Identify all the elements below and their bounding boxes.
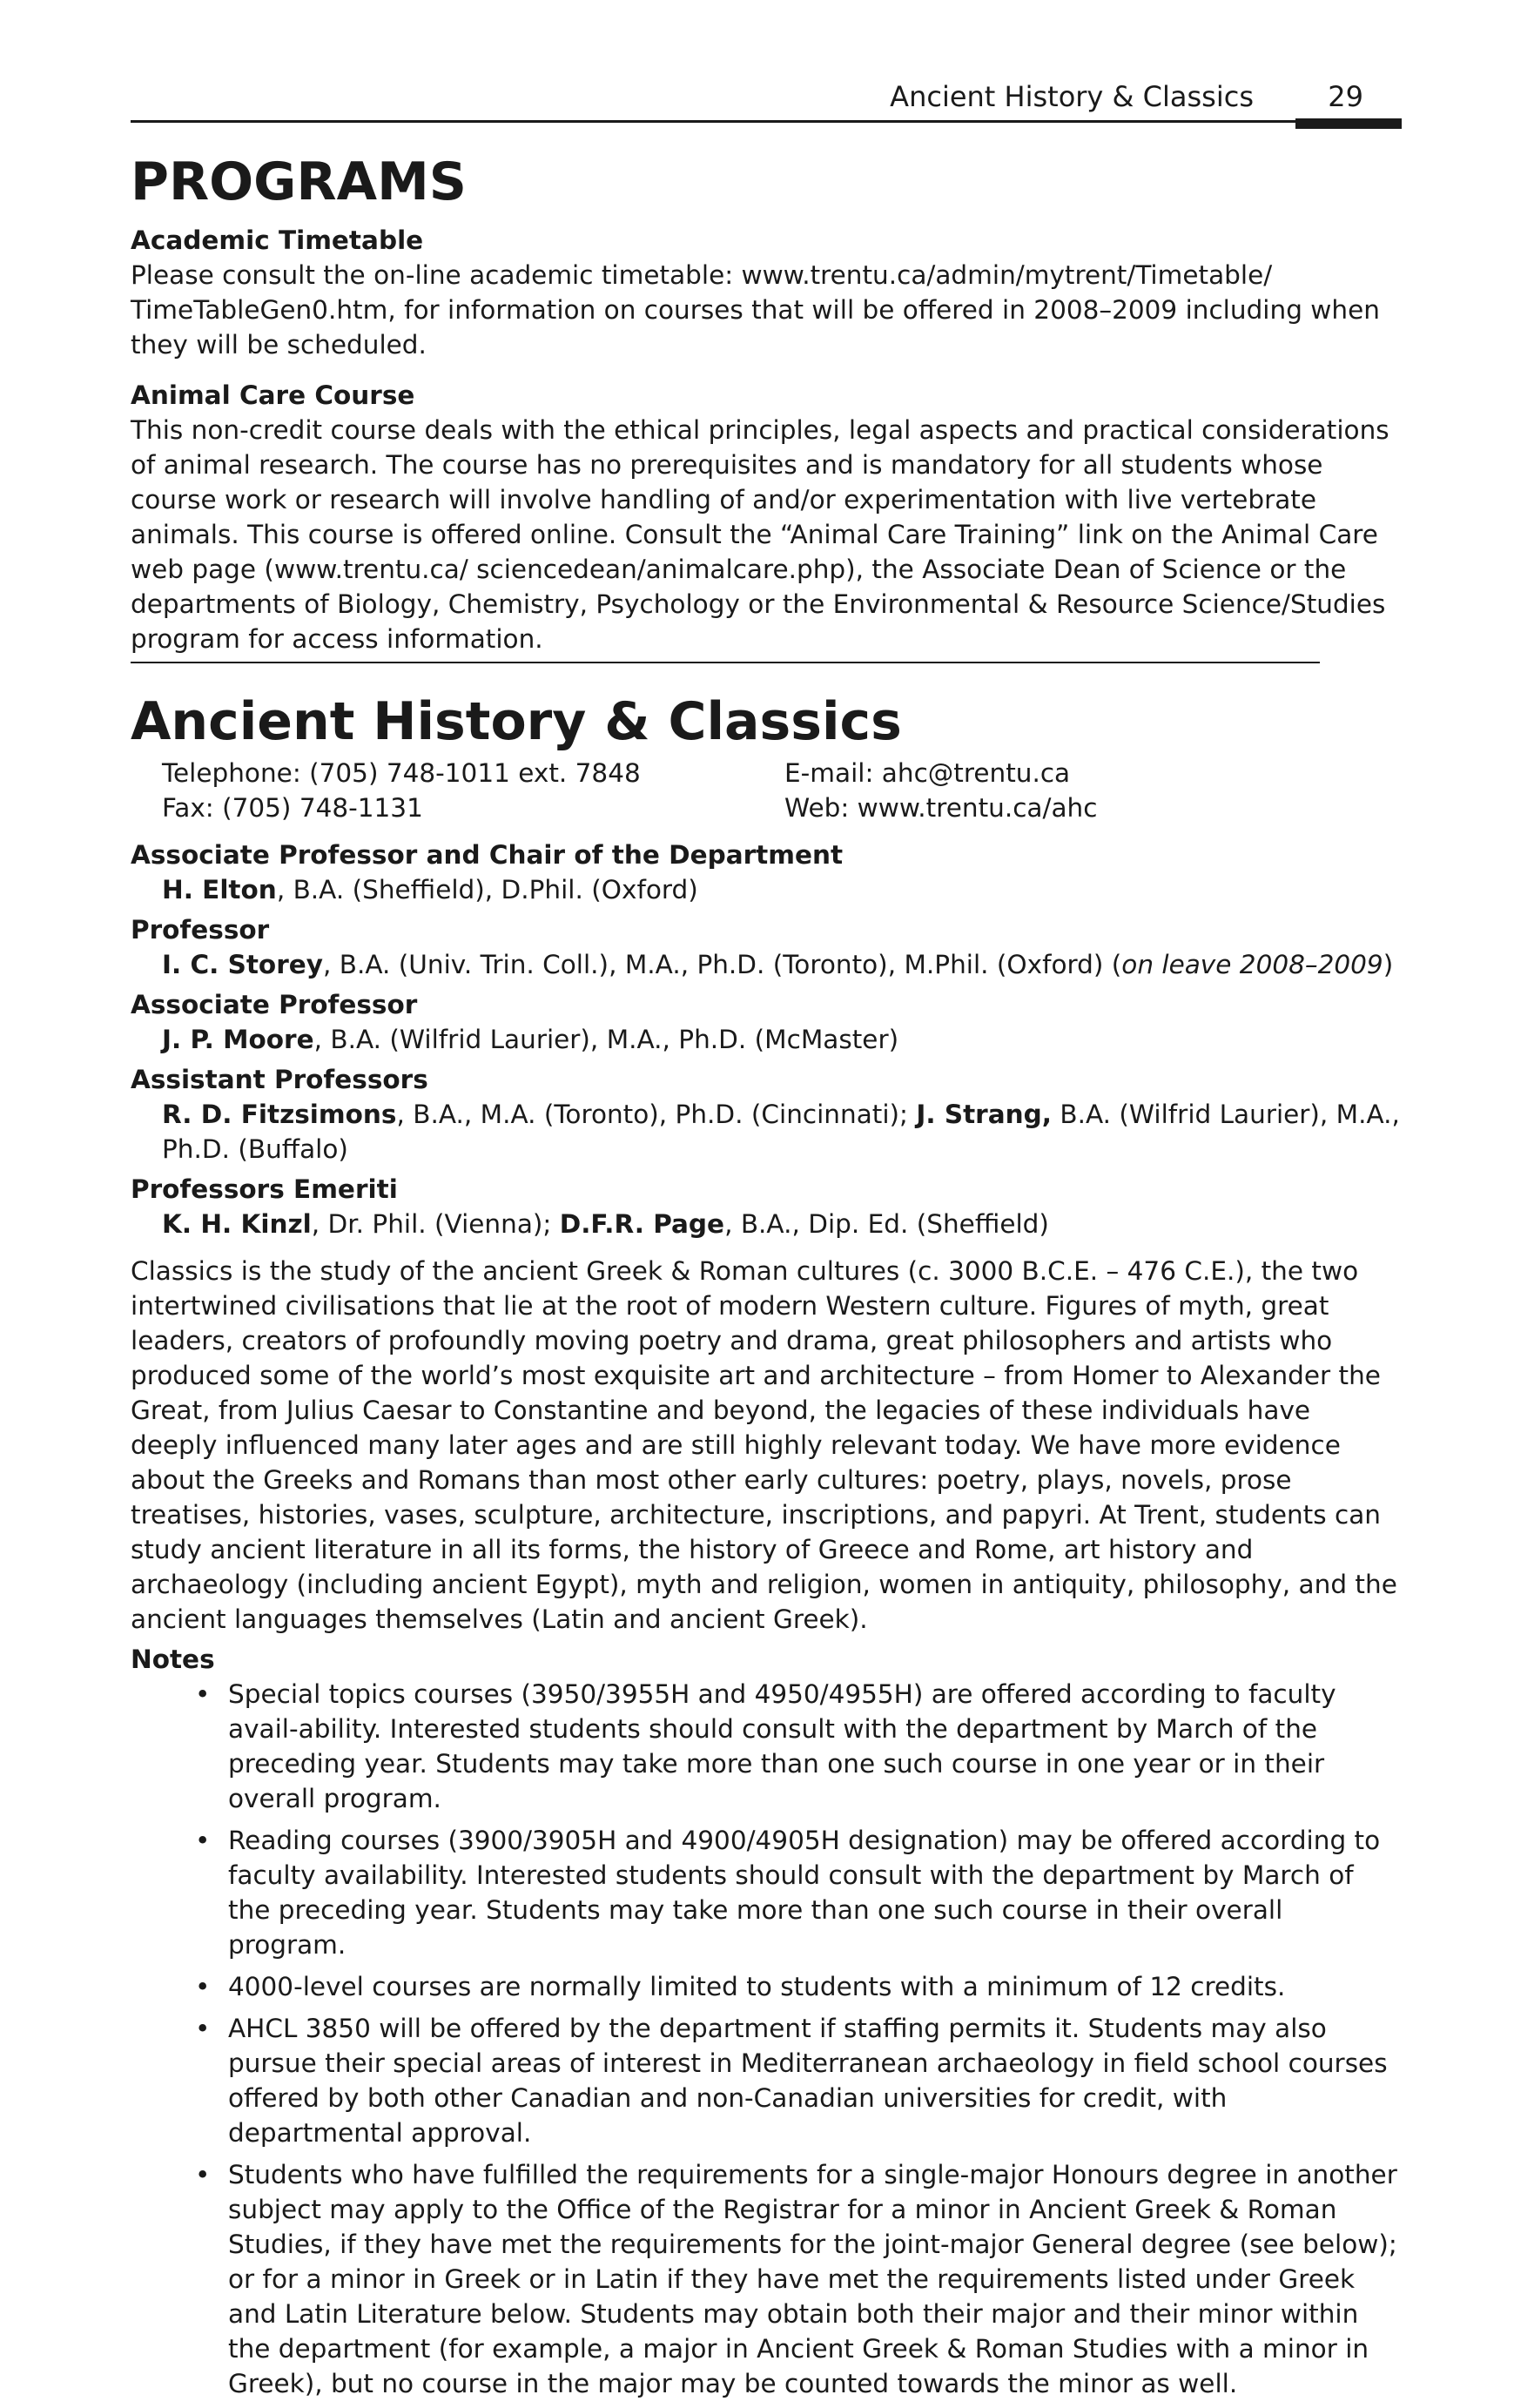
professor-name: I. C. Storey (162, 950, 323, 979)
notes-heading: Notes (131, 1645, 215, 1674)
academic-timetable-text: Please consult the on-line academic timetable: www.trentu.ca/admin/mytrent/Timetable/ TimeTableGen0.htm, for information on courses that will be offered in 2008–2009 including when they will be scheduled. (131, 260, 1380, 360)
emeritus-1-name: K. H. Kinzl (162, 1209, 312, 1239)
list-item: • Reading courses (3900/3905H and 4900/4905H designation) may be offered according to faculty availability. Interested students should consult with the department by March of the preceding year. Students may take more than one such course in their overall program. (131, 1823, 1402, 1962)
chair-role: Associate Professor and Chair of the Department (131, 840, 844, 870)
chair-entry (162, 872, 1402, 907)
professor-close: ) (1383, 950, 1394, 979)
emeriti-role: Professors Emeriti (131, 1174, 398, 1204)
emeritus-2-name: D.F.R. Page (559, 1209, 725, 1239)
professor-role: Professor (131, 915, 270, 945)
list-item: • Students who have fulfilled the requirements for a single-major Honours degree in another subject may apply to the Office of the Registrar for a minor in Ancient Greek & Roman Studies, if they have met the requirements for the joint-major General degree (see below); or for a minor in Greek or in Latin if they have met the requirements listed under Greek and Latin Literature below. Students may obtain both their major and their minor within the department (for example, a major in Ancient Greek & Roman Studies with a minor in Greek), but no course in the major may be counted towards the minor as well. (131, 2157, 1402, 2401)
assistant-professor-1-name: R. D. Fitzsimons (162, 1100, 397, 1129)
list-item: • AHCL 3850 will be offered by the department if staffing permits it. Students may also pursue their special areas of interest in Mediterranean archaeology in field school courses offered by both other Canadian and non-Canadian universities for credit, with departmental approval. (131, 2011, 1402, 2150)
associate-professor-entry (162, 1022, 1402, 1057)
assistant-professor-2-name: J. Strang, (916, 1100, 1052, 1129)
associate-professor-role: Associate Professor (131, 990, 418, 1019)
animal-care-text: This non-credit course deals with the ethical principles, legal aspects and practical considerations of animal research. The course has no prerequisites and is mandatory for all students whose course work or research will involve handling of and/or experimentation with live vertebrate animals. This course is offered online. Consult the “Animal Care Training” link on the Animal Care web page (www.trentu.ca/ sciencedean/animalcare.php), the Associate Dean of Science or the departments of Biology, Chemistry, Psychology or the Environmental & Resource Science/Studies program for access information. (131, 415, 1389, 654)
department-intro: Classics is the study of the ancient Greek & Roman cultures (c. 3000 B.C.E. – 476 C.E.), the two intertwined civilisations that lie at the root of modern Western culture. Figures of myth, great leaders, creators of profoundly moving poetry and drama, great philosophers and artists who produced some of the world’s most exquisite art and architecture – from Homer to Alexander the Great, from Julius Caesar to Constantine and beyond, the legacies of these individuals have deeply influenced many later ages and are still highly relevant today. We have more evidence about the Greeks and Romans than most other early cultures: poetry, plays, novels, prose treatises, histories, vases, sculpture, architecture, inscriptions, and papyri. At Trent, students can study ancient literature in all its forms, the history of Greece and Rome, art history and archaeology (including ancient Egypt), myth and religion, women in antiquity, philosophy, and the ancient languages themselves (Latin and ancient Greek). (131, 1256, 1397, 1634)
academic-timetable-heading: Academic Timetable (131, 225, 424, 255)
assistant-professors-role: Assistant Professors (131, 1065, 428, 1094)
assistant-professors-entry (162, 1097, 1402, 1167)
list-item: • Special topics courses (3950/3955H and 4950/4955H) are offered according to faculty avail-ability. Interested students should consult with the department by March of the preceding year. Students may take more than one such course in one year or in their overall program. (131, 1677, 1402, 1816)
header-rule-thick (1295, 118, 1402, 129)
running-header (131, 80, 1402, 132)
contact-block (162, 756, 1402, 825)
associate-professor-details: , B.A. (Wilfrid Laurier), M.A., Ph.D. (McMaster) (313, 1025, 899, 1054)
associate-professor-name: J. P. Moore (162, 1025, 314, 1054)
bullet-icon: • (195, 1679, 211, 1709)
professor-entry (162, 947, 1402, 982)
department-title: Ancient History & Classics (131, 691, 902, 752)
running-title: Ancient History & Classics (890, 80, 1254, 113)
assistant-professor-2-details: B.A. (Wilfrid Laurier), M.A., Ph.D. (Buffalo) (162, 1100, 1400, 1164)
assistant-professor-1-details: , B.A., M.A. (Toronto), Ph.D. (Cincinnati); (396, 1100, 917, 1129)
chair-details: , B.A. (Sheffield), D.Phil. (Oxford) (276, 875, 698, 905)
fax: Fax: (705) 748-1131 (162, 793, 423, 823)
chair-name: H. Elton (162, 875, 277, 905)
bullet-icon: • (195, 1972, 211, 2001)
emeriti-entry (162, 1207, 1402, 1241)
email: E-mail: ahc@trentu.ca (784, 758, 1071, 788)
bullet-icon: • (195, 2014, 211, 2043)
professor-leave: on leave 2008–2009 (1121, 950, 1383, 979)
telephone: Telephone: (705) 748-1011 ext. 7848 (162, 758, 641, 788)
page-content (131, 153, 1402, 2408)
list-item: • 4000-level courses are normally limited to students with a minimum of 12 credits. (131, 1969, 1402, 2004)
web: Web: www.trentu.ca/ahc (784, 793, 1098, 823)
section-divider (131, 662, 1320, 663)
bullet-icon: • (195, 2160, 211, 2189)
emeritus-2-details: , B.A., Dip. Ed. (Sheffield) (724, 1209, 1049, 1239)
professor-details: , B.A. (Univ. Trin. Coll.), M.A., Ph.D. (Toronto), M.Phil. (Oxford) ( (322, 950, 1122, 979)
header-rule (131, 120, 1295, 123)
emeritus-1-details: , Dr. Phil. (Vienna); (311, 1209, 560, 1239)
bullet-icon: • (195, 1826, 211, 1855)
notes-list (131, 1677, 1402, 2401)
animal-care-heading: Animal Care Course (131, 380, 415, 410)
page-number: 29 (1328, 80, 1363, 113)
programs-title: PROGRAMS (131, 151, 467, 212)
